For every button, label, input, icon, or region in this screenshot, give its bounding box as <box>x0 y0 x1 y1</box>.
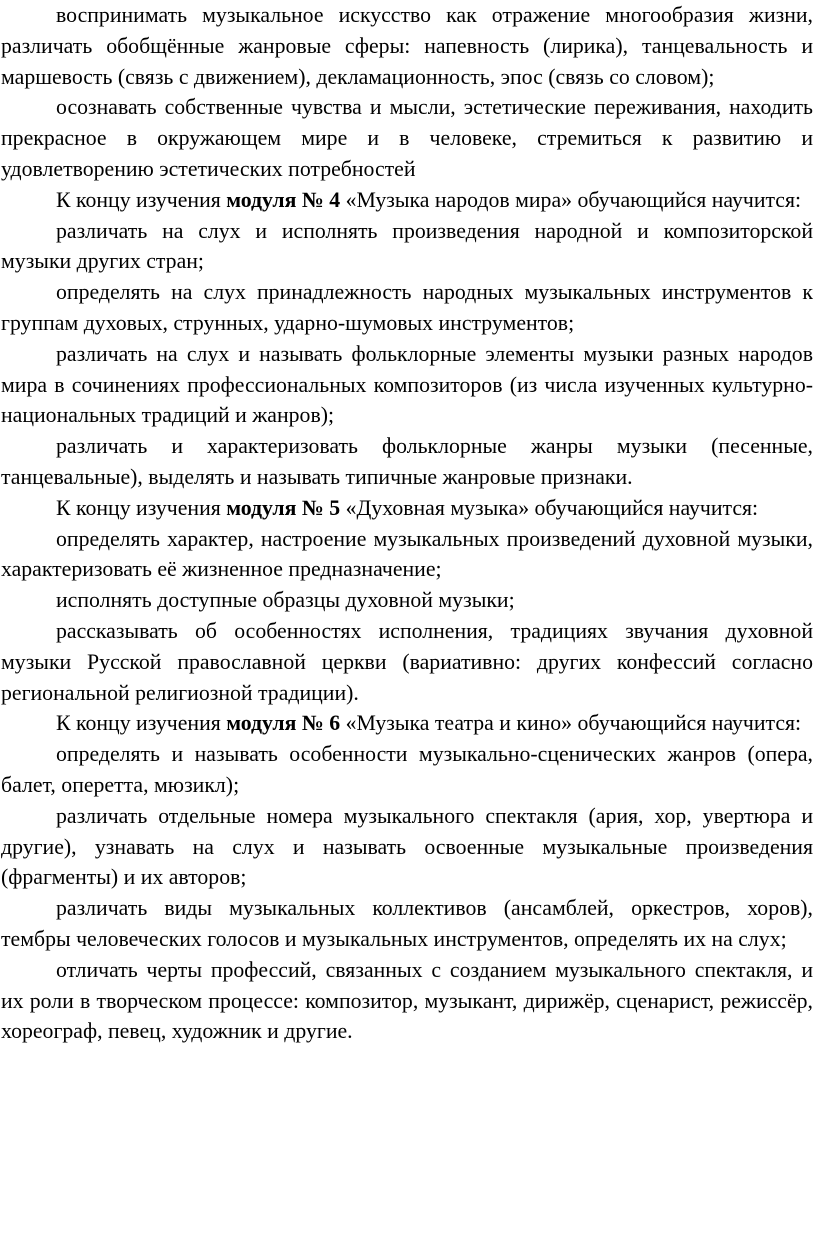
module-4-item-4: различать и характеризовать фольклорные жанры музыки (песенные, танцевальные), выделять и называть типичные жанровые признаки. <box>1 434 813 489</box>
module-6-heading <box>1 708 813 739</box>
paragraph-aesthetic: осознавать собственные чувства и мысли, эстетические переживания, находить прекрасное в окружающем мире и в человеке, стремиться к развитию и удовлетворению эстетических потребностей <box>1 95 813 181</box>
module-6-item-2: различать отдельные номера музыкального спектакля (ария, хор, увертюра и другие), узнавать на слух и называть освоенные музыкальные произведения (фрагменты) и их авторов; <box>1 803 813 890</box>
module-6-item-3: различать виды музыкальных коллективов (ансамблей, оркестров, хоров), тембры человеческих голосов и музыкальных инструментов, определять их на слух; <box>1 896 813 951</box>
module-5-heading-start: К концу изучения <box>56 495 227 520</box>
module-5-heading <box>1 493 813 524</box>
module-6-heading-start: К концу изучения <box>56 711 227 736</box>
module-6-heading-end: «Музыка театра и кино» обучающийся научится: <box>340 711 802 736</box>
module-4-heading-start: К концу изучения <box>56 187 227 212</box>
module-4-item-1: различать на слух и исполнять произведения народной и композиторской музыки других стран; <box>1 218 813 274</box>
module-6-item-4: отличать черты профессий, связанных с созданием музыкального спектакля, и их роли в творческом процессе: композитор, музыкант, дирижёр, сценарист, режиссёр, хореограф, певец, художник и другие. <box>1 957 813 1044</box>
module-4-label: модуля № 4 <box>226 187 341 212</box>
paragraph-perception: воспринимать музыкальное искусство как отражение многообразия жизни, различать обобщённые жанровые сферы: напевность (лирика), танцевальность и маршевость (связь с движением), декламационность, эпос (связь со словом); <box>1 3 813 89</box>
module-4-item-3: различать на слух и называть фольклорные элементы музыки разных народов мира в сочинениях профессиональных композиторов (из числа изученных культурно-национальных традиций и жанров); <box>1 341 813 428</box>
module-5-item-3: рассказывать об особенностях исполнения, традициях звучания духовной музыки Русской православной церкви (вариативно: других конфессий согласно региональной религиозной традиции). <box>1 618 813 705</box>
module-5-item-1: определять характер, настроение музыкальных произведений духовной музыки, характеризовать её жизненное предназначение; <box>1 526 813 582</box>
module-6-label: модуля № 6 <box>226 711 341 736</box>
module-5-item-2: исполнять доступные образцы духовной музыки; <box>56 588 515 613</box>
module-6-item-1: определять и называть особенности музыкально-сценических жанров (опера, балет, оперетта, мюзикл); <box>1 742 813 797</box>
module-4-item-2: определять на слух принадлежность народных музыкальных инструментов к группам духовых, струнных, ударно-шумовых инструментов; <box>1 280 813 335</box>
module-4-heading-end: «Музыка народов мира» обучающийся научится: <box>340 187 802 212</box>
module-5-label: модуля № 5 <box>226 495 341 520</box>
module-5-heading-end: «Духовная музыка» обучающийся научится: <box>340 495 759 520</box>
module-4-heading <box>1 185 813 216</box>
